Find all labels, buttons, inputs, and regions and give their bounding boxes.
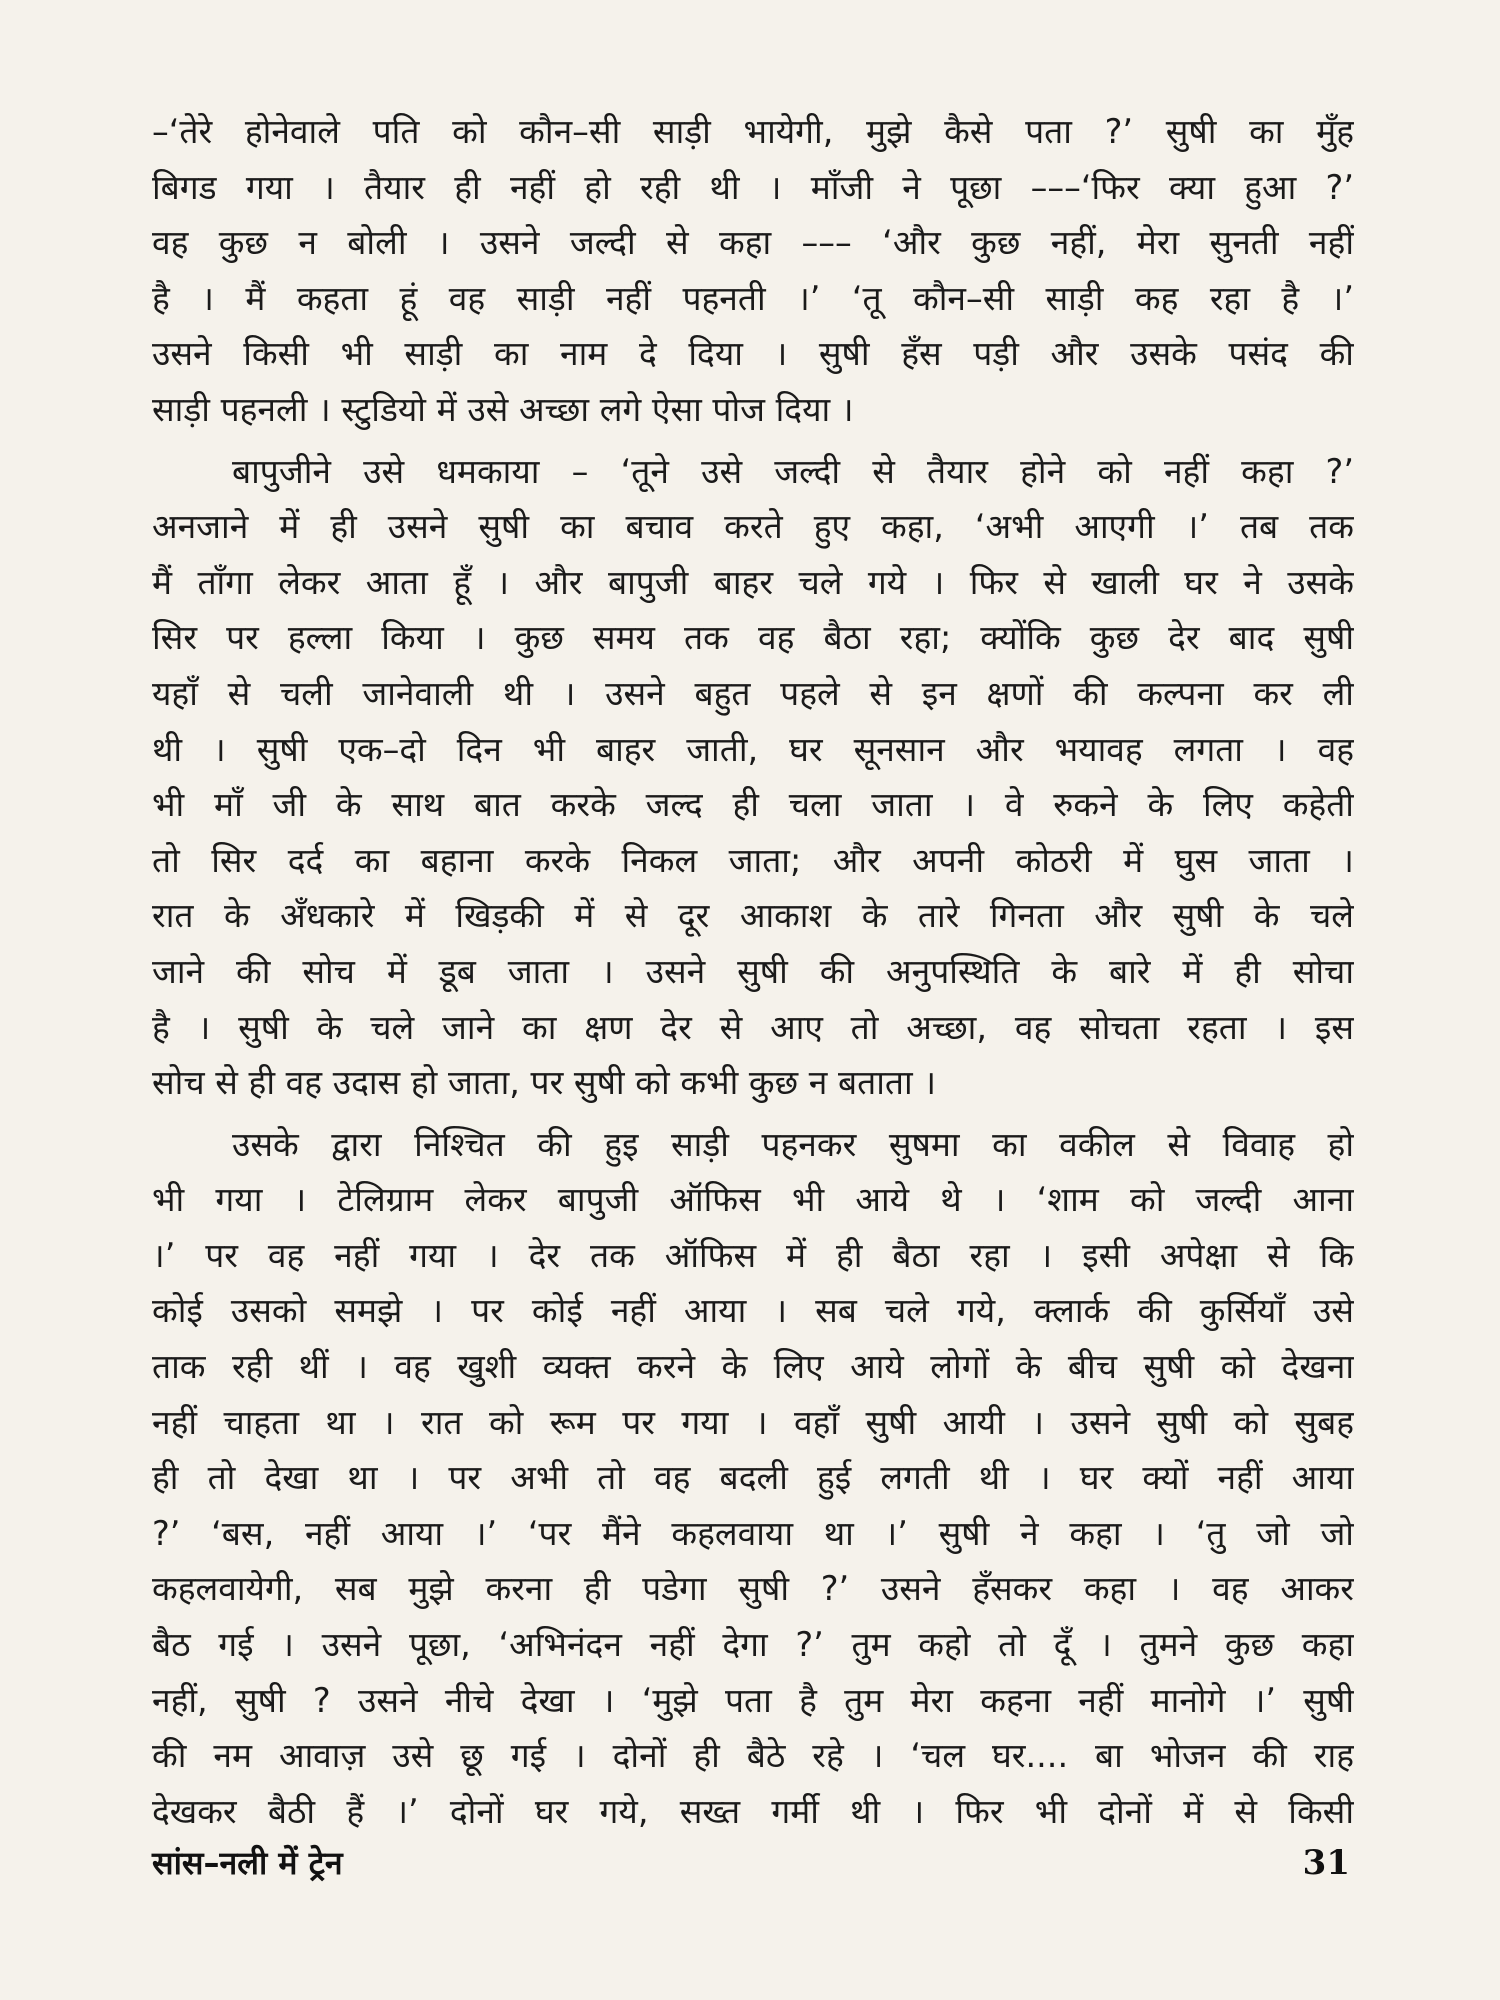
text-line: ?’ ‘बस, नहीं आया ।’ ‘पर मैंने कहलवाया था ।’ सुषी ने कहा । ‘तु जो जो: [152, 1513, 1354, 1553]
text-line: नहीं, सुषी ? उसने नीचे देखा । ‘मुझे पता है तुम मेरा कहना नहीं मानोगे ।’ सुषी: [152, 1680, 1354, 1720]
body-text: [152, 104, 1354, 1839]
text-line: सिर पर हल्ला किया । कुछ समय तक वह बैठा रहा; क्योंकि कुछ देर बाद सुषी: [152, 618, 1354, 658]
text-line: नहीं चाहता था । रात को रूम पर गया । वहाँ सुषी आयी । उसने सुषी को सुबह: [152, 1402, 1354, 1442]
text-line: ताक रही थीं । वह खुशी व्यक्त करने के लिए आये लोगों के बीच सुषी को देखना: [152, 1347, 1354, 1387]
text-line: कोई उसको समझे । पर कोई नहीं आया । सब चले गये, क्लार्क की कुर्सियाँ उसे: [152, 1291, 1354, 1331]
page-number: 31: [1302, 1843, 1350, 1883]
text-line: तो सिर दर्द का बहाना करके निकल जाता; और अपनी कोठरी में घुस जाता ।: [152, 840, 1354, 880]
paragraph-2: [152, 444, 1354, 1111]
text-line: उसने किसी भी साड़ी का नाम दे दिया । सुषी हँस पड़ी और उसके पसंद की: [152, 334, 1354, 374]
text-line: कहलवायेगी, सब मुझे करना ही पडेगा सुषी ?’ उसने हँसकर कहा । वह आकर: [152, 1569, 1354, 1609]
text-line: साड़ी पहनली । स्टुडियो में उसे अच्छा लगे ऐसा पोज दिया ।: [152, 389, 854, 429]
paragraph-3: [152, 1117, 1354, 1840]
text-line: जाने की सोच में डूब जाता । उसने सुषी की अनुपस्थिति के बारे में ही सोचा: [152, 951, 1354, 991]
running-footer-title: सांस–नली में ट्रेन: [152, 1844, 343, 1882]
text-line: भी माँ जी के साथ बात करके जल्द ही चला जाता । वे रुकने के लिए कहेती: [152, 785, 1354, 825]
text-line: रात के अँधकारे में खिड़की में से दूर आकाश के तारे गिनता और सुषी के चले: [152, 896, 1354, 936]
text-line: सोच से ही वह उदास हो जाता, पर सुषी को कभी कुछ न बताता ।: [152, 1063, 937, 1103]
text-line: –‘तेरे होनेवाले पति को कौन–सी साड़ी भायेगी, मुझे कैसे पता ?’ सुषी का मुँह: [152, 112, 1354, 151]
text-line: है । मैं कहता हूं वह साड़ी नहीं पहनती ।’ ‘तू कौन–सी साड़ी कह रहा है ।’: [152, 278, 1354, 318]
text-line: बैठ गई । उसने पूछा, ‘अभिनंदन नहीं देगा ?’ तुम कहो तो दूँ । तुमने कुछ कहा: [152, 1625, 1354, 1665]
text-line: ।’ पर वह नहीं गया । देर तक ऑफिस में ही बैठा रहा । इसी अपेक्षा से कि: [152, 1235, 1354, 1275]
text-line: मैं ताँगा लेकर आता हूँ । और बापुजी बाहर चले गये । फिर से खाली घर ने उसके: [152, 562, 1354, 602]
text-line: बापुजीने उसे धमकाया – ‘तूने उसे जल्दी से तैयार होने को नहीं कहा ?’: [232, 451, 1354, 491]
text-line: ही तो देखा था । पर अभी तो वह बदली हुई लगती थी । घर क्यों नहीं आया: [152, 1458, 1354, 1498]
text-line: अनजाने में ही उसने सुषी का बचाव करते हुए कहा, ‘अभी आएगी ।’ तब तक: [152, 507, 1354, 547]
page-footer: [152, 1838, 1354, 1888]
text-line: थी । सुषी एक–दो दिन भी बाहर जाती, घर सूनसान और भयावह लगता । वह: [152, 729, 1354, 769]
text-line: देखकर बैठी हैं ।’ दोनों घर गये, सख्त गर्मी थी । फिर भी दोनों में से किसी: [152, 1791, 1354, 1831]
text-line: भी गया । टेलिग्राम लेकर बापुजी ऑफिस भी आये थे । ‘शाम को जल्दी आना: [152, 1180, 1354, 1220]
text-line: वह कुछ न बोली । उसने जल्दी से कहा ––– ‘और कुछ नहीं, मेरा सुनती नहीं: [152, 223, 1354, 263]
paragraph-1: [152, 104, 1354, 438]
text-line: उसके द्वारा निश्चित की हुइ साड़ी पहनकर सुषमा का वकील से विवाह हो: [232, 1124, 1354, 1164]
text-line: है । सुषी के चले जाने का क्षण देर से आए तो अच्छा, वह सोचता रहता । इस: [152, 1007, 1354, 1047]
text-line: यहाँ से चली जानेवाली थी । उसने बहुत पहले से इन क्षणों की कल्पना कर ली: [152, 673, 1354, 713]
text-line: बिगड गया । तैयार ही नहीं हो रही थी । माँजी ने पूछा –––‘फिर क्या हुआ ?’: [152, 167, 1354, 207]
text-line: की नम आवाज़ उसे छू गई । दोनों ही बैठे रहे । ‘चल घर.... बा भोजन की राह: [152, 1736, 1354, 1776]
